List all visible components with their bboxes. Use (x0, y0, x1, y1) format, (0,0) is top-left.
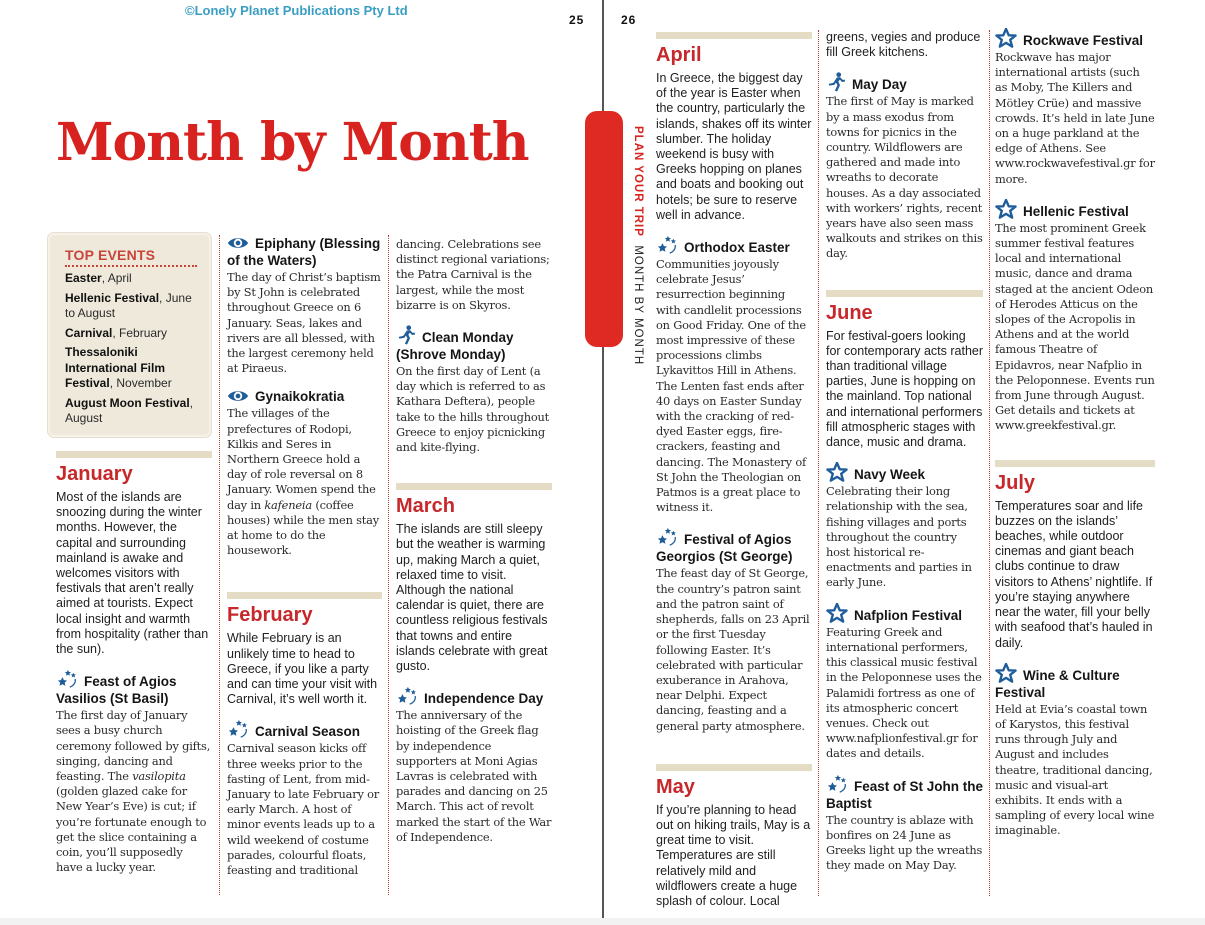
top-event-name: Easter (65, 271, 102, 285)
top-event-when: , February (112, 325, 168, 340)
month-intro-july: Temperatures soar and life buzzes on the islands’ beaches, while outdoor cinemas and giant beach clubs continue to draw visitors to Athens’ nightlife. If you’re staying anywhere near the water, fill your belly with seafood that’s hauled in daily. (995, 498, 1153, 650)
chapter-tab (585, 111, 623, 347)
star-icon (826, 603, 848, 623)
event-title (995, 199, 1155, 220)
top-event-when: , November (109, 376, 172, 390)
top-events-box (48, 233, 211, 437)
month-title-july: July (995, 471, 1036, 494)
event-title (995, 28, 1155, 49)
month-intro-continued: greens, vegies and produce fill Greek kitchens. (826, 30, 981, 60)
event-title (656, 527, 812, 565)
month-title-january: January (56, 463, 133, 485)
fireworks-icon (656, 527, 678, 547)
event-body-text: The first day of January sees a busy church ceremony followed by gifts, singing, dancing and feasting. The (56, 708, 211, 784)
top-event-name: August Moon Festival (65, 395, 190, 410)
month-intro-june: For festival-goers looking for contemporary acts rather than traditional village parties, June is hopping on the mainland. Top national and international performers fill atmospheric stages with dance, music and drama. (826, 328, 984, 450)
page-title: Month by Month (56, 112, 529, 173)
event-title (656, 235, 812, 256)
event-body: Communities joyously celebrate Jesus’ resurrection beginning with candlelit processions on Good Friday. One of the most impressive of these processions climbs Lykavittos Hill in Athens. The Lenten fast ends after 40 days on Easter Sunday with the cracking of red-dyed Easter eggs, fire-crackers, feasting and dancing. The Monastery of St John the Theologian on Patmos is a great place to witness it. (656, 257, 806, 515)
page-number-right: 26 (621, 13, 637, 27)
star-icon (995, 199, 1017, 219)
runner-icon (396, 325, 416, 345)
month-intro-april: In Greece, the biggest day of the year is Easter when the country, particularly the islands, shakes off its winter slumber. The holiday weekend is busy with Greeks hopping on planes and boats and booking out hotels; be sure to reserve well in advance. (656, 71, 812, 222)
top-event-when: , June to August (65, 290, 192, 320)
event-title-text: Orthodox Easter (684, 240, 790, 256)
page-bottom-edge (0, 918, 1205, 925)
event-body: On the first day of Lent (a day which is referred to as Kathara Deftera), people take to the hills throughout Greece to enjoy picnicking and kite-flying. (396, 364, 550, 455)
month-title-april: April (656, 44, 702, 66)
column-3 (396, 237, 552, 857)
runner-icon (826, 72, 846, 92)
event-title-text: Epiphany (Blessing of the Waters) (227, 236, 381, 268)
column-2 (219, 235, 389, 895)
top-event-item (65, 326, 197, 342)
month-title-june: June (826, 301, 873, 324)
chapter-label (632, 241, 644, 365)
month-title-march: March (396, 495, 455, 518)
event-title (396, 686, 552, 707)
month-intro-february: While February is an unlikely time to head to Greece, if you like a party and can time your visit with Carnival, it’s well worth it. (227, 631, 378, 707)
event-body-text: (coffee houses) while the men stay at home to do the housework. (227, 497, 379, 558)
event-body: Carnival season kicks off three weeks prior to the fasting of Lent, from mid-January to late February or early March. A host of minor events leads up to a wild weekend of costume parades, colourful floats, feasting and traditional (227, 741, 380, 878)
event-title-text: Gynaikokratia (255, 389, 345, 405)
chapter-label-text: MONTH BY MONTH (632, 245, 644, 366)
top-event-when: , April (101, 271, 132, 285)
event-body: The anniversary of the hoisting of the Greek flag by independence supporters at Moni Agias Lavras is celebrated with parades and dancing on 25 March. This act of revolt marked the start of the War of Independence. (396, 708, 552, 844)
top-event-when: , August (65, 395, 194, 425)
event-title-text: Clean Monday (Shrove Monday) (396, 330, 514, 363)
top-event-name: Thessaloniki International Film Festival (65, 345, 166, 390)
fireworks-icon (396, 686, 418, 706)
event-title-text: Festival of Agios Georgios (St George) (656, 532, 793, 565)
event-title-text: Navy Week (854, 467, 926, 483)
event-title (826, 774, 983, 812)
column-4 (656, 32, 812, 921)
event-title-text: Independence Day (424, 691, 544, 707)
event-title (826, 462, 983, 483)
event-body-emphasis: kafeneia (264, 497, 312, 512)
event-title (826, 72, 983, 93)
event-body: Rockwave has major international artists (such as Moby, The Killers and Mötley Crüe) and massive crowds. It’s held in late June on a huge parkland at the edge of Athens. See www.rockwavefestival.gr for more. (995, 50, 1155, 186)
section-label: PLAN YOUR TRIP (632, 126, 644, 237)
month-divider (656, 764, 812, 771)
event-title (56, 669, 212, 707)
event-body-continued: dancing. Celebrations see distinct regional variations; the Patra Carnival is the largest, while the most bizarre is on Skyros. (396, 237, 550, 312)
month-title-may: May (656, 775, 695, 798)
star-icon (826, 462, 848, 482)
column-1 (56, 451, 212, 887)
month-divider (396, 483, 552, 490)
month-divider (826, 290, 983, 297)
month-divider (995, 460, 1155, 467)
event-title-text: Nafplion Festival (854, 607, 963, 623)
event-title-text: Feast of St John the Baptist (826, 778, 984, 811)
top-events-title: TOP EVENTS (65, 247, 197, 267)
eye-icon (227, 235, 249, 251)
event-title-text: Feast of Agios Vasilios (St Basil) (56, 674, 177, 707)
event-body: Featuring Greek and international performers, this classical music festival in the Peloponnese uses the Palamidi fortress as one of its atmospheric concert venues. Check out www.nafplionfestival.gr for dates and details. (826, 624, 982, 761)
eye-icon (227, 388, 249, 404)
event-title (227, 235, 382, 269)
event-title (995, 663, 1155, 701)
event-body: Held at Evia’s coastal town of Karystos, this festival runs through July and August and includes theatre, traditional dancing, music and visual-art exhibits. It ends with a sampling of every local wine imaginable. (995, 701, 1155, 838)
month-divider (56, 451, 212, 458)
page-number-left: 25 (569, 13, 585, 27)
fireworks-icon (227, 719, 249, 739)
event-body-emphasis: vasilopita (132, 769, 186, 784)
event-title-text: Carnival Season (255, 724, 361, 740)
event-body (227, 406, 382, 558)
top-event-item (65, 396, 197, 427)
event-title (227, 388, 382, 405)
month-divider (227, 592, 382, 599)
event-body-text: The villages of the prefectures of Rodopi, Kilkis and Seres in Northern Greece hold a day of role reversal on 8 January. Women spend the day in (227, 406, 376, 512)
event-body (56, 708, 212, 875)
month-intro-march: The islands are still sleepy but the weather is warming up, making March a quiet, relaxed time to visit. Although the national calendar is quiet, there are countless religious festivals that towns and entire islands celebrate with great gusto. (396, 522, 548, 674)
event-body-text: (golden glazed cake for New Year’s Eve) is cut; if you’re fortunate enough to get the slice containing a coin, you’ll supposedly have a lucky year. (56, 784, 207, 875)
event-body: The country is ablaze with bonfires on 24 June as Greeks light up the wreaths they made on May Day. (826, 812, 983, 873)
event-title-text: May Day (852, 77, 907, 93)
month-intro-january: Most of the islands are snoozing during the winter months. However, the capital and surrounding mainland is awake and welcomes visitors with festivals that aren’t really aimed at tourists. Expect local insight and warmth from hospitality (rather than the sun). (56, 490, 209, 657)
month-intro-may: If you’re planning to head out on hiking trails, May is a great time to visit. Temperatures are still relatively mild and wildflowers create a huge splash of colour. Local (656, 802, 811, 908)
star-icon (995, 663, 1017, 683)
top-event-name: Hellenic Festival (65, 290, 160, 305)
event-title-text: Rockwave Festival (1023, 33, 1144, 48)
event-title (826, 603, 983, 624)
event-body: The day of Christ’s baptism by St John is celebrated throughout Greece on 6 January. Seas, lakes and rivers are all blessed, with the largest ceremony held at Piraeus. (227, 270, 381, 376)
fireworks-icon (56, 669, 78, 689)
event-title-text: Wine & Culture Festival (995, 667, 1120, 700)
month-title-february: February (227, 604, 313, 627)
column-5 (818, 30, 990, 896)
chapter-tab-label (628, 126, 644, 366)
top-event-item (65, 291, 197, 322)
column-6 (995, 28, 1155, 851)
copyright-notice: ©Lonely Planet Publications Pty Ltd (185, 3, 408, 18)
fireworks-icon (826, 774, 848, 794)
top-event-name: Carnival (65, 325, 113, 340)
top-event-item (65, 345, 197, 392)
event-body: The first of May is marked by a mass exodus from towns for picnics in the country. Wildflowers are gathered and made into wreaths to decorate houses. As a day associated with workers’ rights, recent years have also seen mass walkouts and strikes on this day. (826, 94, 983, 261)
fireworks-icon (656, 235, 678, 255)
star-icon (995, 28, 1017, 48)
event-body: Celebrating their long relationship with the sea, fishing villages and ports throughout the country host historical re-enactments and parties in early June. (826, 484, 972, 590)
event-title (227, 719, 382, 740)
event-body: The most prominent Greek summer festival features local and international music, dance and drama staged at the ancient Odeon of Herodes Atticus on the slopes of the Acropolis in Athens and at the world famous Theatre of Epidavros, near Nafplio in the Peloponnese. Events run from June through August. Get details and tickets at www.greekfestival.gr. (995, 220, 1155, 433)
event-body: The feast day of St George, the country’s patron saint and the patron saint of shepherds, falls on 23 April or the first Tuesday following Easter. It’s celebrated with particular exuberance in Arahova, near Delphi. Expect dancing, feasting and a general party atmosphere. (656, 566, 810, 733)
event-title-text: Hellenic Festival (1023, 203, 1129, 219)
month-divider (656, 32, 812, 39)
event-title (396, 325, 552, 363)
top-event-item (65, 271, 197, 287)
